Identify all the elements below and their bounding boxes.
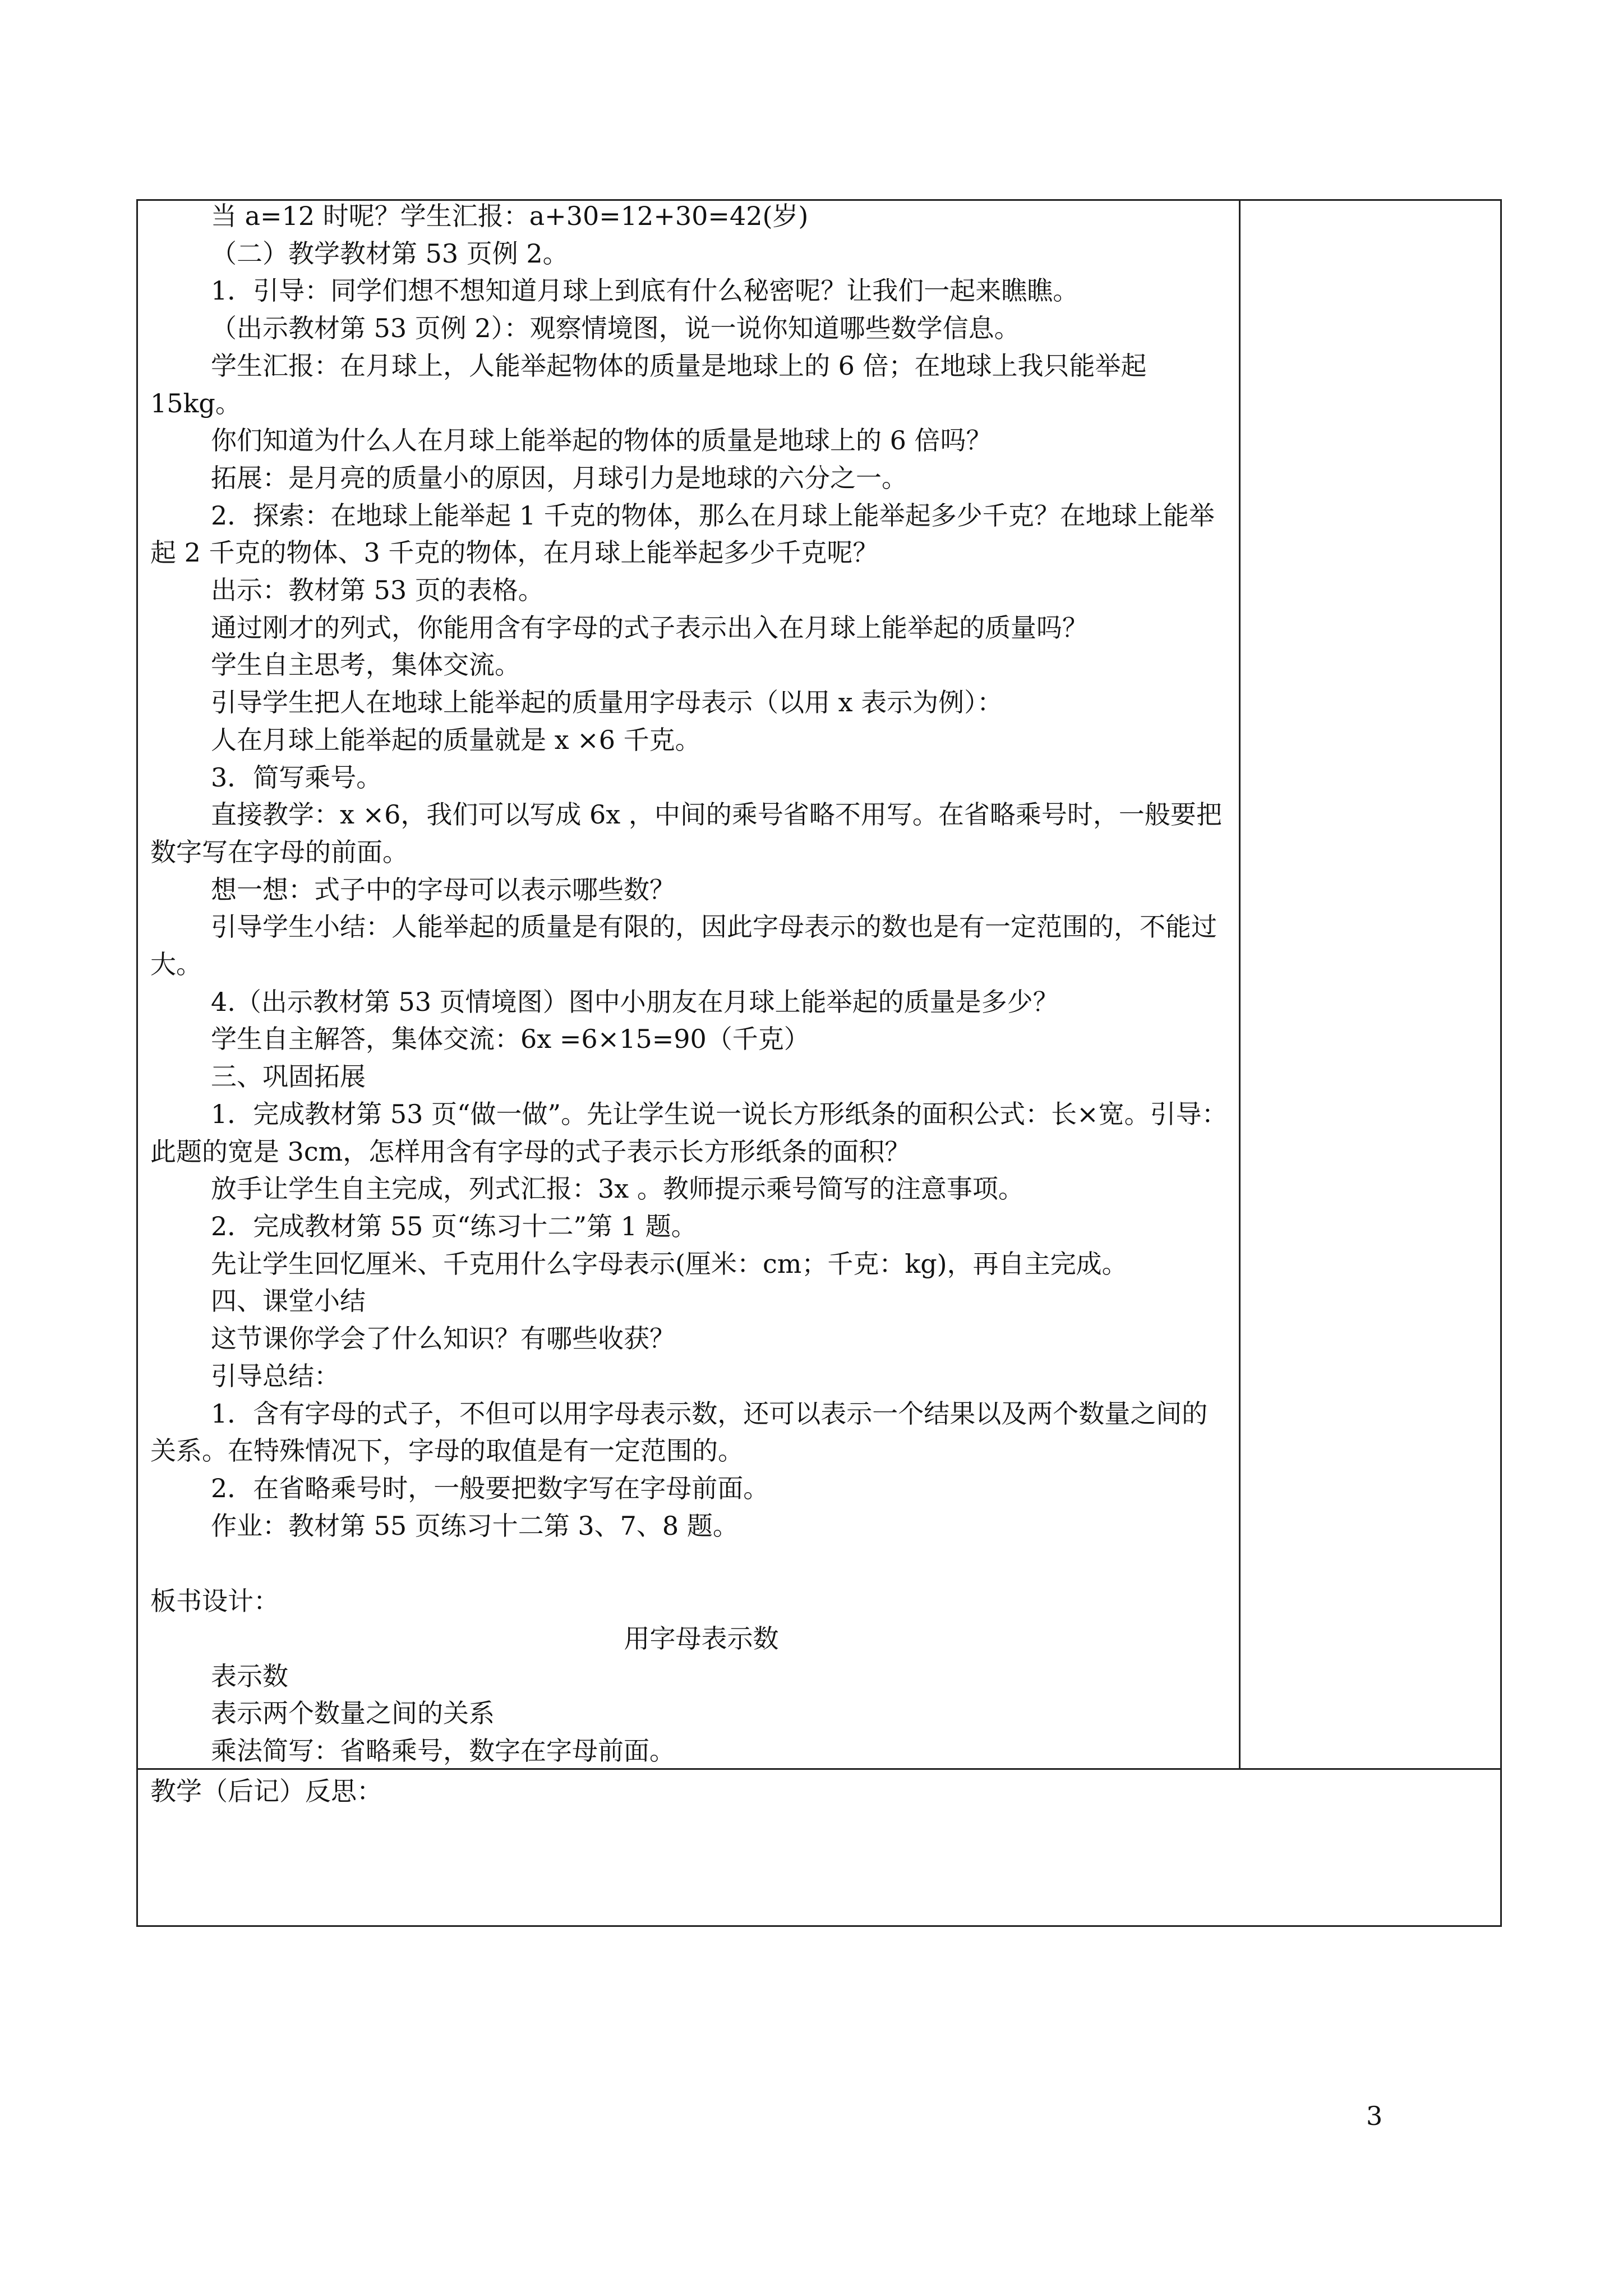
- paragraph: 拓展：是月亮的质量小的原因，月球引力是地球的六分之一。: [211, 462, 907, 493]
- paragraph: 先让学生回忆厘米、千克用什么字母表示(厘米：cm；千克：kg)，再自主完成。: [211, 1248, 1128, 1279]
- paragraph: 2．探索：在地球上能举起 1 千克的物体，那么在月球上能举起多少千克？在地球上能举起 2 千克的物体、3 千克的物体，在月球上能举起多少千克呢？: [150, 500, 1215, 568]
- paragraph: 4.（出示教材第 53 页情境图）图中小朋友在月球上能举起的质量是多少？: [211, 986, 1059, 1017]
- paragraph: 3．简写乘号。: [211, 762, 382, 793]
- board-item: 表示两个数量之间的关系: [211, 1698, 495, 1729]
- column-divider: [1239, 199, 1241, 1770]
- paragraph: 1．完成教材第 53 页“做一做”。先让学生说一说长方形纸条的面积公式：长×宽。引导：此题的宽是 3cm，怎样用含有字母的式子表示长方形纸条的面积？: [150, 1098, 1228, 1167]
- section-heading: 三、巩固拓展: [211, 1061, 366, 1092]
- paragraph: 引导学生小结：人能举起的质量是有限的，因此字母表示的数也是有一定范围的，不能过大。: [150, 912, 1217, 980]
- board-title: 用字母表示数: [624, 1623, 779, 1654]
- paragraph: 作业：教材第 55 页练习十二第 3、7、8 题。: [211, 1510, 739, 1541]
- paragraph: 2．完成教材第 55 页“练习十二”第 1 题。: [211, 1211, 697, 1241]
- paragraph: 当 a=12 时呢？学生汇报：a+30=12+30=42(岁): [211, 201, 809, 231]
- board-item: 表示数: [211, 1660, 288, 1691]
- page-number: 3: [1366, 2101, 1383, 2131]
- paragraph: 想一想：式子中的字母可以表示哪些数？: [211, 874, 675, 905]
- paragraph: 你们知道为什么人在月球上能举起的物体的质量是地球上的 6 倍吗？: [211, 425, 992, 456]
- lesson-body: [150, 197, 1230, 1770]
- paragraph: 放手让学生自主完成，列式汇报：3x 。教师提示乘号简写的注意事项。: [211, 1174, 1024, 1204]
- paragraph: 学生汇报：在月球上，人能举起物体的质量是地球上的 6 倍；在地球上我只能举起 15kg。: [150, 350, 1147, 418]
- paragraph: 1．含有字母的式子，不但可以用字母表示数，还可以表示一个结果以及两个数量之间的关系。在特殊情况下，字母的取值是有一定范围的。: [150, 1398, 1208, 1466]
- paragraph: 学生自主思考，集体交流。: [211, 650, 520, 680]
- section-heading: （二）教学教材第 53 页例 2。: [211, 238, 569, 269]
- paragraph: 学生自主解答，集体交流：6x =6×15=90（千克）: [211, 1024, 810, 1055]
- paragraph: 出示：教材第 53 页的表格。: [211, 575, 544, 606]
- paragraph: 2．在省略乘号时，一般要把数字写在字母前面。: [211, 1473, 769, 1503]
- paragraph: 人在月球上能举起的质量就是 x ×6 千克。: [211, 724, 701, 755]
- paragraph: 通过刚才的列式，你能用含有字母的式子表示出入在月球上能举起的质量吗？: [211, 612, 1088, 643]
- paragraph: （出示教材第 53 页例 2）：观察情境图，说一说你知道哪些数学信息。: [211, 313, 1020, 344]
- paragraph: 直接教学：x ×6，我们可以写成 6x ，中间的乘号省略不用写。在省略乘号时，一般要把数字写在字母的前面。: [150, 799, 1222, 867]
- paragraph: 这节课你学会了什么知识？有哪些收获？: [211, 1323, 675, 1354]
- board-item: 乘法简写：省略乘号，数字在字母前面。: [211, 1736, 675, 1766]
- reflection-label: 教学（后记）反思：: [150, 1776, 382, 1806]
- paragraph: 1．引导：同学们想不想知道月球上到底有什么秘密呢？让我们一起来瞧瞧。: [211, 275, 1079, 306]
- paragraph: 引导学生把人在地球上能举起的质量用字母表示（以用 x 表示为例）：: [211, 687, 1003, 718]
- board-design-label: 板书设计：: [150, 1586, 279, 1617]
- section-heading: 四、课堂小结: [211, 1286, 366, 1317]
- paragraph: 引导总结：: [211, 1360, 340, 1391]
